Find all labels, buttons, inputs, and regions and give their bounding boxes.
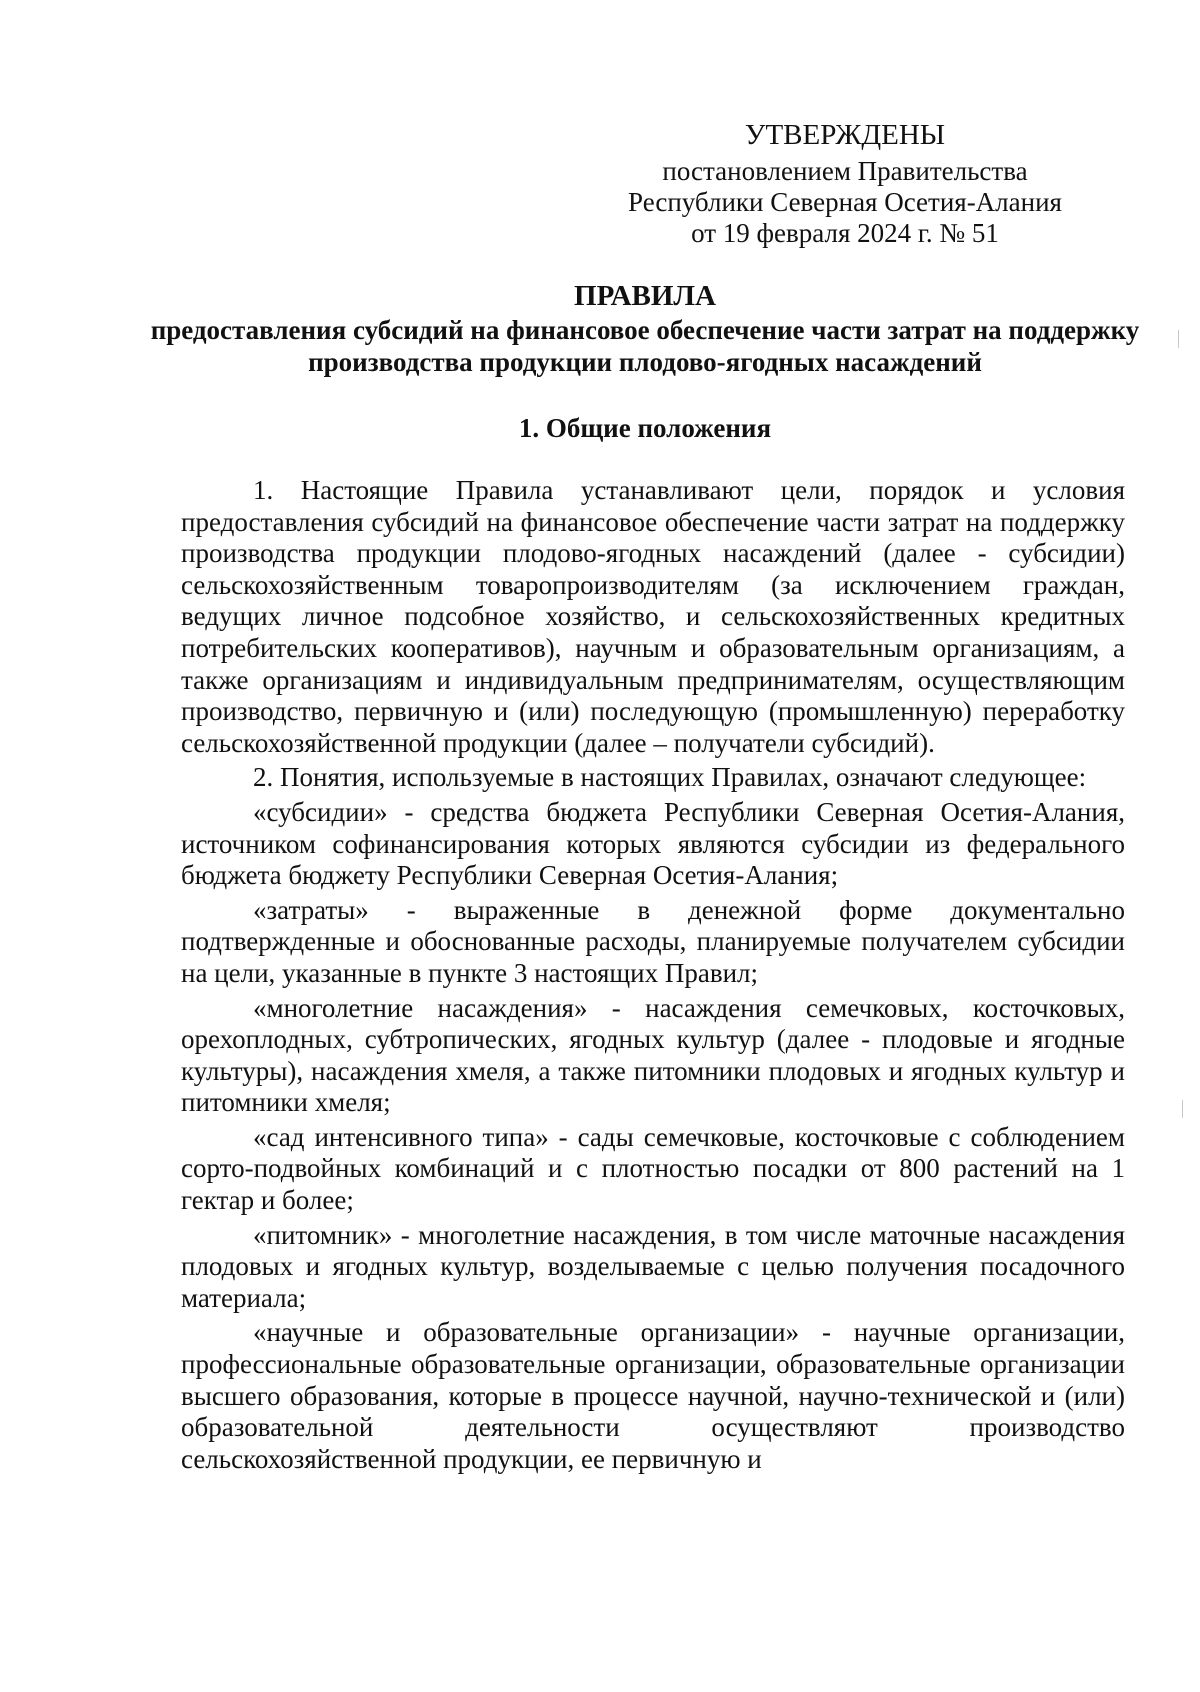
approval-stamp: УТВЕРЖДЕНЫ [744, 119, 946, 151]
definition-nursery: «питомник» - многолетние насаждения, в том числе маточные насаждения плодовых и ягодных культур, возделываемые с целью получения посадочного материала; [181, 1219, 1125, 1313]
document-subtitle: предоставления субсидий на финансовое обеспечение части затрат на поддержку производства продукции плодово-ягодных насаждений [150, 315, 1140, 377]
paragraph-2-definitions: 2. Понятия, используемые в настоящих Правилах, означают следующее: [253, 762, 1087, 793]
document-title: ПРАВИЛА [574, 280, 716, 312]
scan-margin-mark [1182, 1100, 1183, 1118]
definition-intensive-orchard: «сад интенсивного типа» - сады семечковые, косточковые с соблюдением сорто-подвойных комбинаций и с плотностью посадки от 800 растений на 1 гектар и более; [181, 1121, 1125, 1216]
approval-block [590, 120, 1100, 249]
document-title-block [150, 278, 1140, 378]
approval-line-republic: Республики Северная Осетия-Алания [628, 187, 1062, 217]
definition-scientific-organizations: «научные и образовательные организации» - научные организации, профессиональные образовательные организации, образовательные организации высшего образования, которые в процессе научной, научно-технической и (или) образовательной деятельности осуществляют производство сельскохозяйственной продукции, ее первичную и [181, 1317, 1125, 1474]
approval-line-date: от 19 февраля 2024 г. № 51 [691, 218, 999, 248]
document-body [181, 475, 1125, 1475]
definition-perennial-plantings: «многолетние насаждения» - насаждения семечковых, косточковых, орехоплодных, субтропических, ягодных культур (далее - плодовые и ягодные культуры), насаждения хмеля, а также питомники плодовых и ягодных культур и питомники хмеля; [181, 992, 1125, 1118]
paragraph-1-purpose: 1. Настоящие Правила устанавливают цели, порядок и условия предоставления субсидий на финансовое обеспечение части затрат на поддержку производства продукции плодово-ягодных насаждений (далее - субсидии) сельскохозяйственным товаропроизводителям (за исключением граждан, ведущих личное подсобное хозяйство, и сельскохозяйственных кредитных потребительских кооперативов), научным и образовательным организациям, а также организациям и индивидуальным предпринимателям, осуществляющим производство, первичную и (или) последующую (промышленную) переработку сельскохозяйственной продукции (далее – получатели субсидий). [181, 475, 1125, 758]
section-heading: 1. Общие положения [518, 413, 772, 443]
definition-subsidies: «субсидии» - средства бюджета Республики Северная Осетия-Алания, источником софинансирования которых являются субсидии из федерального бюджета бюджету Республики Северная Осетия-Алания; [181, 796, 1125, 891]
scan-margin-mark [1178, 330, 1179, 348]
definition-costs: «затраты» - выраженные в денежной форме документально подтвержденные и обоснованные расходы, планируемые получателем субсидии на цели, указанные в пункте 3 настоящих Правил; [181, 894, 1125, 988]
approval-line-decree: постановлением Правительства [662, 156, 1028, 186]
